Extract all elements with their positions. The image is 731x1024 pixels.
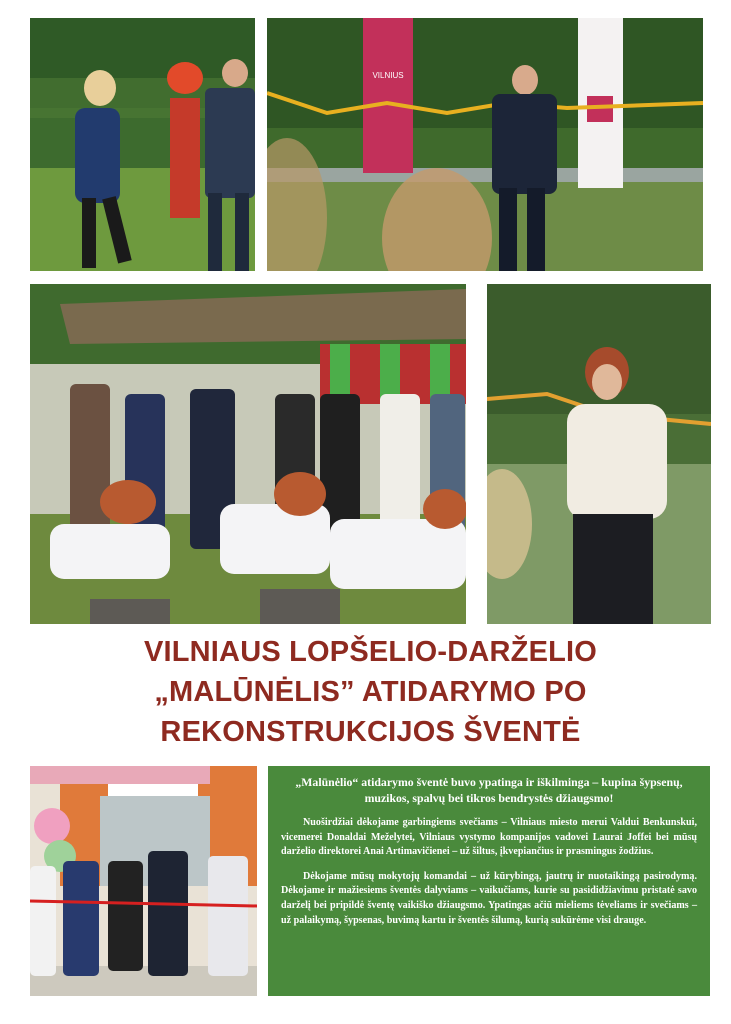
photo-speaker-man bbox=[267, 18, 703, 271]
title-line: „MALŪNĖLIS” ATIDARYMO PO bbox=[154, 676, 587, 708]
article-text-box bbox=[268, 766, 710, 996]
title-line: REKONSTRUKCIJOS ŠVENTĖ bbox=[160, 716, 581, 748]
lead-text: „Malūnėlio“ atidarymo šventė buvo ypatinga ir iškilminga – kupina šypsenų, muzikos, spalvų bei tikros bendrystės džiaugsmo! bbox=[295, 775, 683, 805]
page-title bbox=[30, 632, 711, 752]
paragraph: Nuoširdžiai dėkojame garbingiems svečiams – Vilniaus miesto merui Valdui Benkunskui, vicemerei Donaldai Meželytei, Vilniaus vystymo kompanijos vadovei Laurai Joffei bei mūsų darželio direktorei Anai Artimavičienei – už šiltus, įkvepiančius ir prasmingus žodžius. bbox=[281, 817, 697, 858]
photo-speaker-woman bbox=[487, 284, 711, 624]
photo-crowd-children bbox=[30, 284, 466, 624]
banner-left-label: VILNIUS bbox=[372, 71, 404, 80]
photo-ribbon-cutting bbox=[30, 766, 257, 996]
title-line: VILNIAUS LOPŠELIO-DARŽELIO bbox=[143, 636, 598, 668]
paragraph: Dėkojame mūsų mokytojų komandai – už kūrybingą, jautrų ir nuotaikingą pasirodymą. Dėkojame ir mažiesiems šventės dalyviams – vaikučiams, kurie su pasididžiavimu pristatė savo darželį bei pripildė šventę vaikiško džiaugsmo. Ypatingas ačiū mieliems tėveliams ir svečiams – už palaikymą, šypsenas, buvimą kartu ir šventės šilumą, kurią sukūrėme visi drauge. bbox=[281, 870, 697, 926]
photo-dancing bbox=[30, 18, 255, 271]
